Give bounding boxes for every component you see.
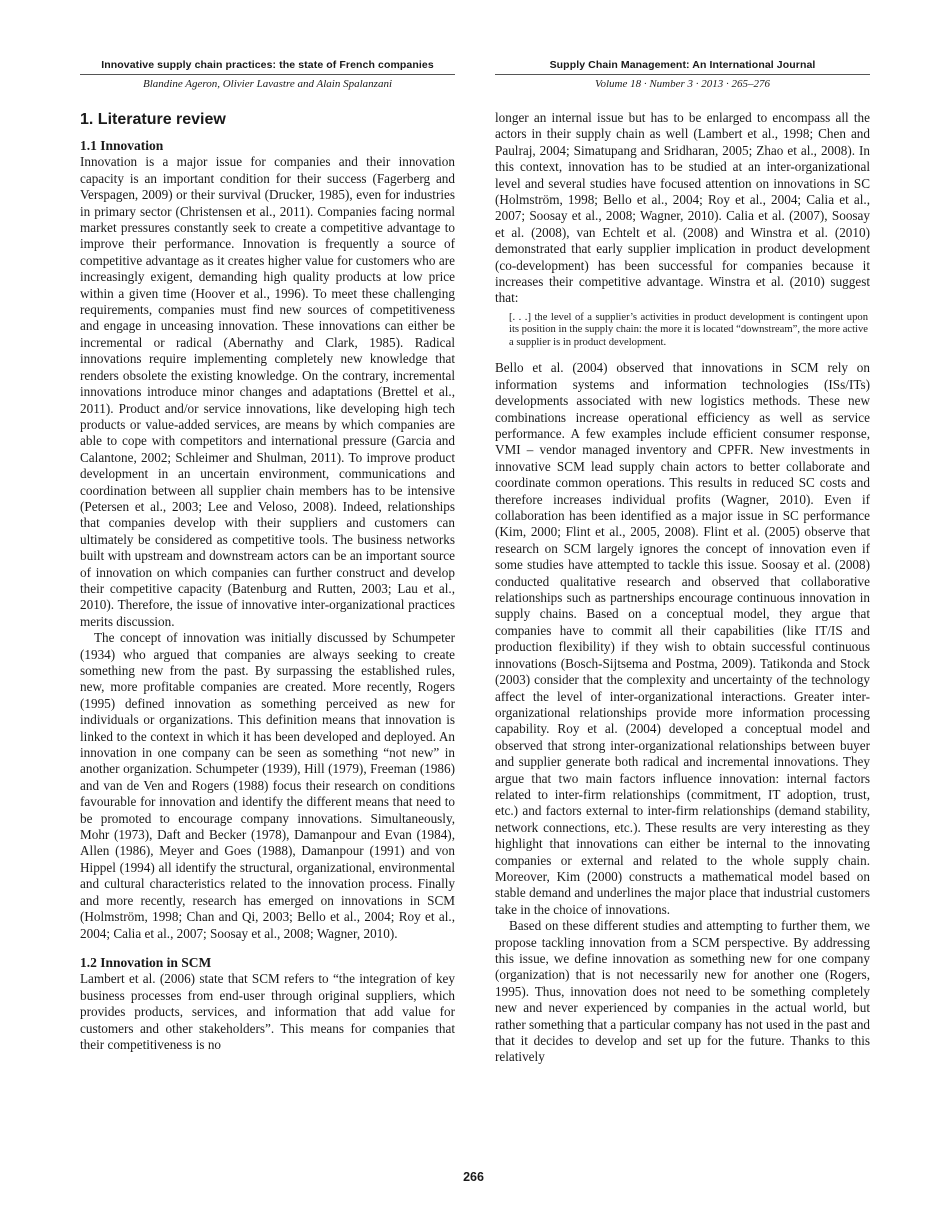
paragraph: Lambert et al. (2006) state that SCM refers to “the integration of key business processes from end-user through original suppliers, which provides products, services, and information that add value for customers and other stakeholders”. This means for companies that their competitiveness is no — [80, 971, 455, 1052]
block-quote: [. . .] the level of a supplier’s activities in product development is contingent upon its position in the supply chain: the more it is located “downstream”, the more active a supplier is in product development. — [509, 311, 868, 348]
paragraph: Bello et al. (2004) observed that innovations in SCM rely on information systems and information technologies (ISs/ITs) developments associated with new logistics methods. These new combinations increase operational efficiency as well as service performance. A few examples include efficient consumer response, VMI – vendor managed inventory and CPFR. New investments in innovative SCM lead supply chain actors to better collaborate and coordinate common operations. This results in reduced SC costs and therefore increases individual profits (Wagner, 2010). Even if collaboration has been identified as a major issue in SC performance (Kim, 2000; Flint et al., 2005, 2008). Flint et al. (2005) observe that research on SCM largely ignores the concept of innovation even if some studies have attempted to tackle this issue. Soosay et al. (2008) conducted qualitative research and observed that collaborative relationships such as partnerships encourage continuous innovation in supply chains. Based on a conceptual model, they argue that companies have to commit all their capabilities (like IT/IS and production flexibility) if they wish to obtain successful continuous innovations (Bosch-Sijtsema and Postma, 2009). Tatikonda and Stock (2003) consider that the complexity and uncertainty of the technology affect the level of inter-organizational interactions. Greater inter-organizational relationships provide more information processing capability. Roy et al. (2004) developed a conceptual model and observed that strong inter-organizational relationships between buyer and supplier generate both radical and incremental innovations. They argue that two main factors influence innovation: internal factors related to inter-firm relationships (commitment, IT adoption, trust, etc.) and factors external to inter-firm relationships (demand stability, network connections, etc.). These results are very interesting as they highlight that innovations can either be internal to the innovating companies or external and related to the whole supply chain. Moreover, Kim (2000) constructs a mathematical model based on stable demand and underlines the major place that industrial customers take in the choice of innovations. — [495, 360, 870, 917]
right-column — [495, 110, 870, 1066]
running-header-right — [495, 58, 870, 91]
header-rule — [80, 74, 455, 75]
left-column — [80, 110, 455, 1053]
paragraph: Based on these different studies and attempting to further them, we propose tackling innovation from a SCM perspective. By addressing this issue, we define innovation as something new for one company (organization) that is not necessarily new for another one (Rogers, 1995). Thus, innovation does not need to be something completely new and never experienced by companies in the actual world, but rather something that a particular company has not used in the past and that it decides to develop and set up for the future. Thanks to this relatively — [495, 918, 871, 1065]
article-title: Innovative supply chain practices: the state of French companies — [101, 59, 434, 71]
journal-title: Supply Chain Management: An International Journal — [549, 59, 816, 71]
header-rule — [495, 74, 870, 75]
paragraph: The concept of innovation was initially discussed by Schumpeter (1934) who argued that companies are always seeking to create something new from the past. By surpassing the established rules, new, more profitable companies are created. More recently, Rogers (1995) defined innovation as something perceived as new for individuals or organizations. This definition means that innovation is linked to the context in which it has been developed and deployed. An innovation in one company can be seen as something “not new” in another organization. Schumpeter (1939), Hill (1979), Freeman (1986) and van de Ven and Rogers (1988) focus their research on conditions favourable for innovation and identify the different means that need to be promoted to encourage company innovations. Simultaneously, Mohr (1973), Daft and Becker (1978), Damanpour and Evan (1984), Allen (1986), Meyer and Goes (1988), Damanpour (1991) and von Hippel (1994) all identify the structural, organizational, environmental and cultural characteristics related to the innovation process. Finally and more recently, research has emerged on innovations in SCM (Holmström, 1998; Chan and Qi, 2003; Bello et al., 2004; Roy et al., 2004; Calia et al., 2007; Soosay et al., 2008; Wagner, 2010). — [80, 630, 455, 941]
paragraph-continued: longer an internal issue but has to be enlarged to encompass all the actors in their supply chain as well (Lambert et al., 1998; Chen and Paulraj, 2004; Simatupang and Sridharan, 2005; Zhao et al., 2008). In this context, innovation has to be studied at an inter-organizational level and several studies have focused attention on innovations in SC (Holmström, 1998; Bello et al., 2004; Roy et al., 2004; Calia et al., 2007; Soosay et al., 2008; Wagner, 2010). Calia et al. (2007), Soosay et al. (2008), van Echtelt et al. (2008) and Winstra et al. (2010) demonstrated that early supplier implication in product development (co-development) has been successful for companies because it increases their competitive advantage. Winstra et al. (2010) suggest that: — [495, 110, 870, 306]
section-heading: 1. Literature review — [80, 111, 226, 128]
paragraph: Innovation is a major issue for companies and their innovation capacity is an important condition for their success (Fagerberg and Verspagen, 2009) or their survival (Drucker, 1985), even for industries in primary sector (Christensen et al., 2011). Companies facing normal market pressures constantly seek to create a competitive advantage to improve their performance. Innovation is frequently a source of competitive advantage as it creates higher value for customers who are increasingly exigent, demanding high quality products at low price within a given time (Hoover et al., 1996). To meet these challenging requirements, companies must find new sources of competitiveness and engage in unceasing innovation. These innovations can either be incremental or radical (Abernathy and Clark, 1985). Radical innovations require implementing completely new knowledge that renders obsolete the existing knowledge. On the contrary, incremental innovations introduce minor changes and adaptations (Brettel et al., 2011). Product and/or service innovations, like developing high tech products or value-added services, are means by which companies are able to cope with competitors and international pressure (Garcia and Calantone, 2002; Schleimer and Shulman, 2011). To improve product development in an uncertain environment, communications and coordination between all supplier chain members has to be intensive (Petersen et al., 2003; Lee and Veloso, 2008). Indeed, relationships that companies develop with their suppliers and customers can ultimately be considered as competitive tools. The business networks built with upstream and downstream actors can be an important source of innovation on which companies can further construct and develop their competitive capacity (Batenburg and Rutten, 2003; Lau et al., 2010). Therefore, the issue of innovative inter-organizational practices merits discussion. — [80, 154, 455, 629]
page-number: 266 — [463, 1170, 484, 1184]
issue-info: Volume 18 · Number 3 · 2013 · 265–276 — [594, 78, 771, 90]
subsection-heading-innovation: 1.1 Innovation — [80, 138, 164, 153]
authors: Blandine Ageron, Olivier Lavastre and Alain Spalanzani — [142, 78, 392, 90]
subsection-heading-innovation-in-scm: 1.2 Innovation in SCM — [80, 954, 212, 970]
running-header-left — [80, 58, 455, 91]
